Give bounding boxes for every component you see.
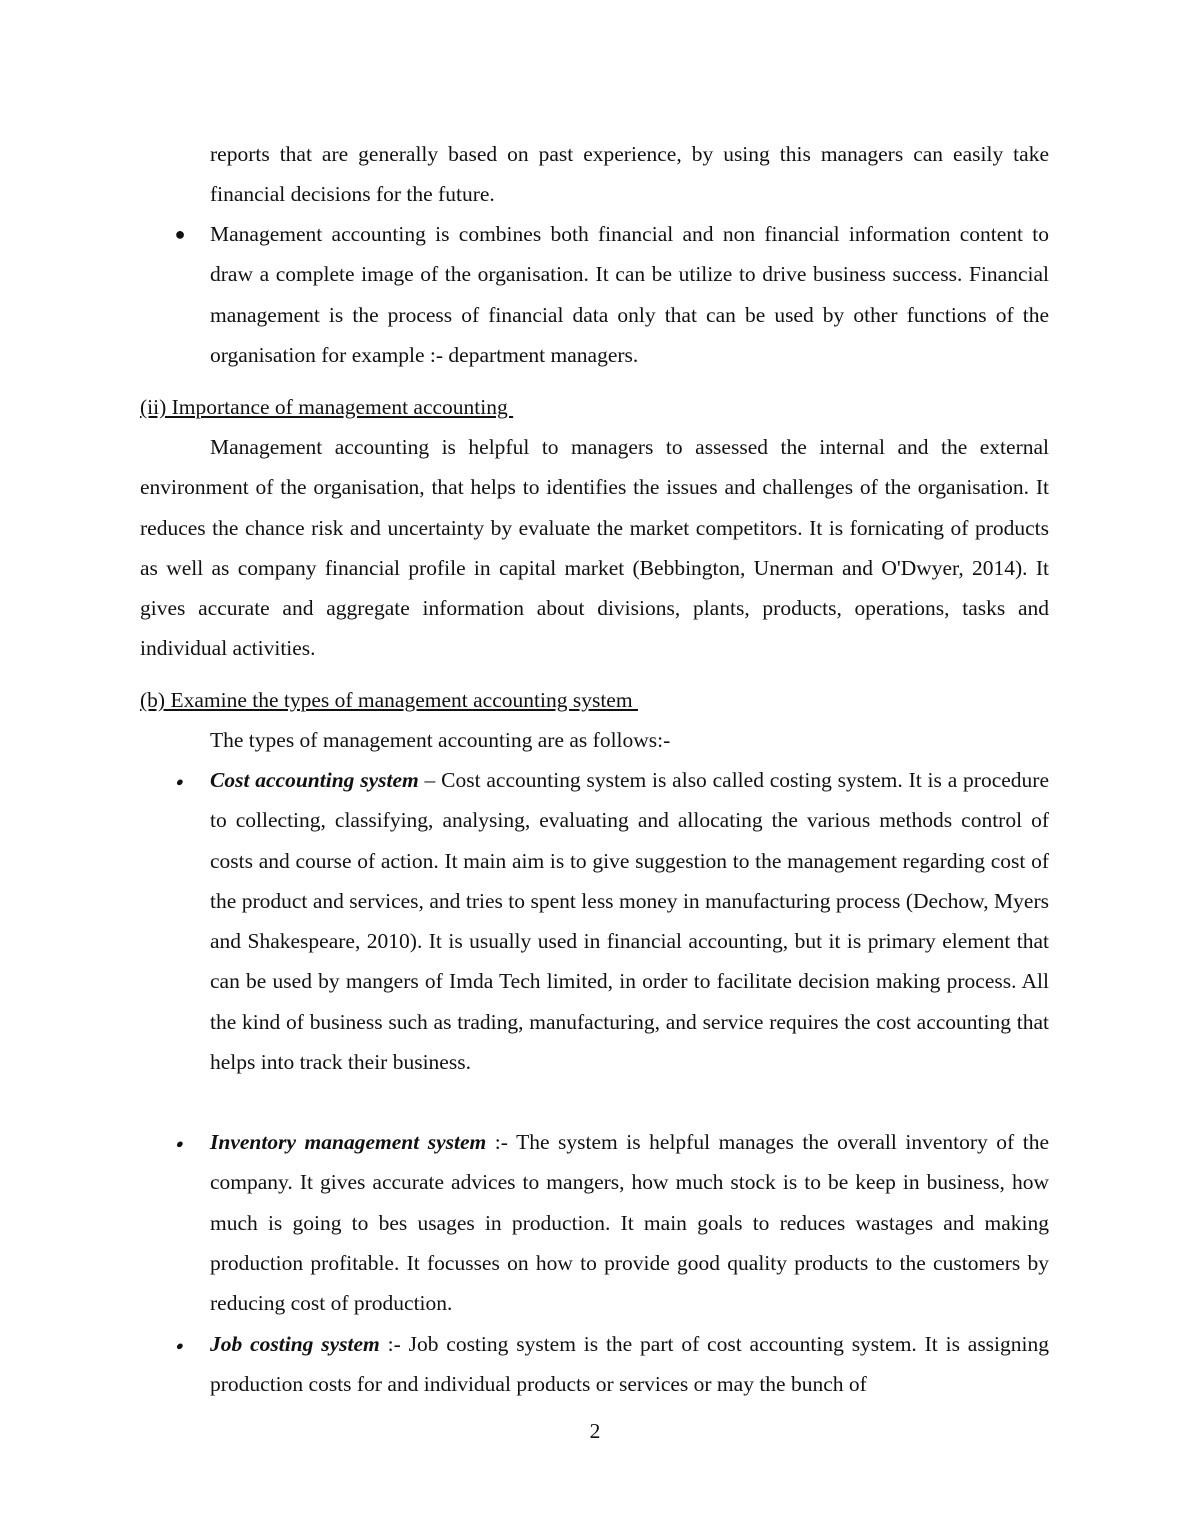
list-item	[210, 760, 1049, 1082]
list-item-term: Inventory management system	[210, 1130, 487, 1154]
section-ii-paragraph-text: Management accounting is helpful to managers to assessed the internal and the external environment of the organisation, that helps to identifies the issues and challenges of the organisation. It reduces the chance risk and uncertainty by evaluate the market competitors. It is fornicating of products as well as company financial profile in capital market (Bebbington, Unerman and O'Dwyer, 2014). It gives accurate and aggregate information about divisions, plants, products, operations, tasks and individual activities.	[140, 435, 1049, 661]
bullet-dot-icon	[168, 1324, 192, 1366]
continuation-paragraph	[210, 134, 1049, 215]
bullet-dot-icon	[168, 1122, 192, 1164]
continuation-text: reports that are generally based on past experience, by using this managers can easily take financial decisions for the future.	[210, 142, 1049, 207]
list-item-text: :- Job costing system is the part of cost accounting system. It is assigning production costs for and individual products or services or may the bunch of	[210, 1332, 1049, 1397]
bullet-mgmt-text: Management accounting is combines both financial and non financial information content to draw a complete image of the organisation. It can be utilize to drive business success. Financial management is the process of financial data only that can be used by other functions of the organisation for example :- department managers.	[210, 222, 1049, 367]
list-item-text: :- The system is helpful manages the overall inventory of the company. It gives accurate advices to mangers, how much stock is to be keep in business, how much is going to bes usages in production. It main goals to reduces wastages and making production profitable. It focusses on how to provide good quality products to the customers by reducing cost of production.	[210, 1130, 1050, 1316]
bullet-dot-icon	[168, 760, 192, 802]
section-b-heading	[140, 680, 1049, 720]
bullet-dot-icon	[168, 214, 192, 254]
section-b-heading-text: (b) Examine the types of management accounting system	[140, 688, 638, 712]
list-item-text: – Cost accounting system is also called costing system. It is a procedure to collecting, classifying, analysing, evaluating and allocating the various methods control of costs and course of action. It main aim is to give suggestion to the management regarding cost of the product and services, and tries to spent less money in manufacturing process (Dechow, Myers and Shakespeare, 2010). It is usually used in financial accounting, but it is primary element that can be used by mangers of Imda Tech limited, in order to facilitate decision making process. All the kind of business such as trading, manufacturing, and service requires the cost accounting that helps into track their business.	[210, 768, 1049, 1075]
section-b-intro-text: The types of management accounting are as follows:-	[210, 728, 671, 752]
page-number: 2	[589, 1419, 601, 1443]
section-b-intro	[210, 720, 1049, 760]
section-ii-heading-text: (ii) Importance of management accounting	[140, 395, 514, 419]
section-ii-paragraph	[140, 427, 1049, 669]
list-item-term: Job costing system	[210, 1332, 380, 1356]
list-item	[210, 1324, 1049, 1405]
list-item-term: Cost accounting system	[210, 768, 419, 792]
list-item	[210, 1122, 1049, 1323]
bullet-item-mgmt	[210, 214, 1049, 375]
section-ii-heading	[140, 387, 1049, 427]
